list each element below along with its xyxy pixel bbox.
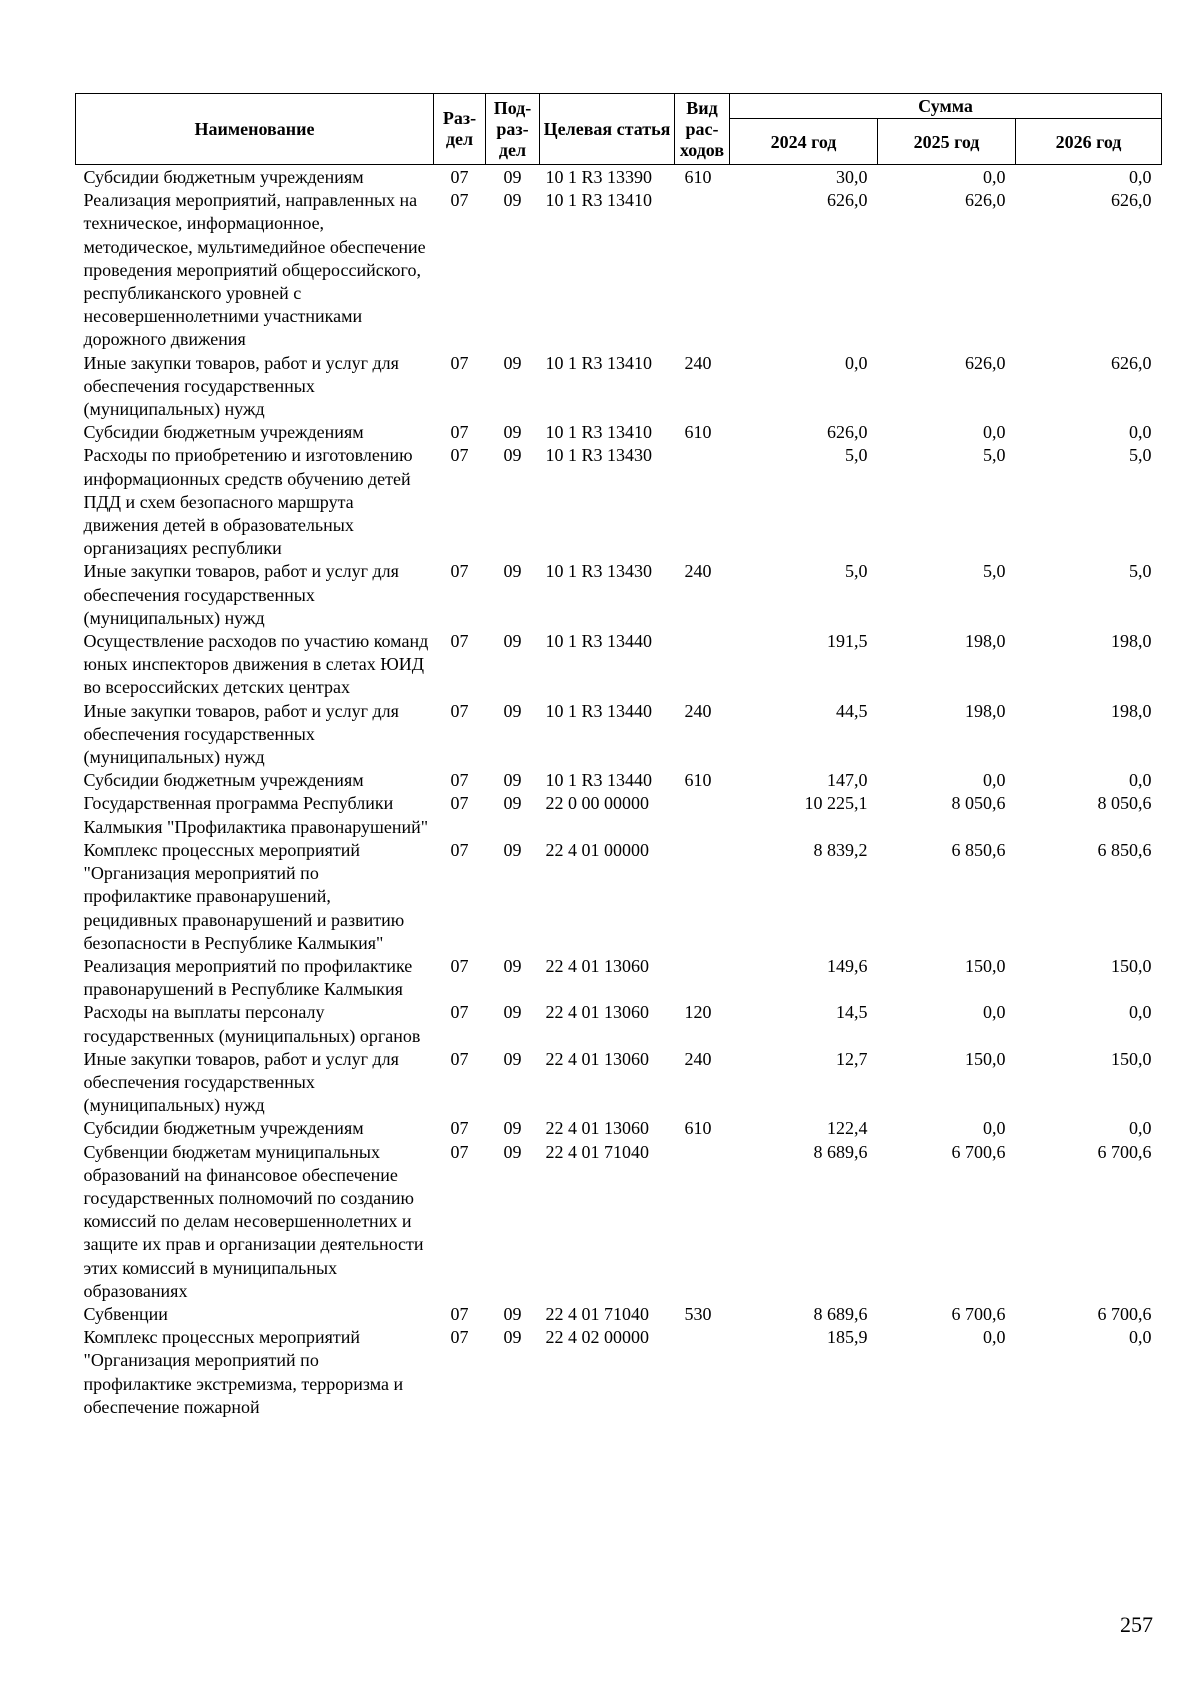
row-sum-2025: 0,0 [983, 167, 1006, 187]
row-sum-2025: 0,0 [983, 1118, 1006, 1139]
row-name: Расходы на выплаты персоналу государственных (муниципальных) органов [83, 1002, 421, 1046]
row-article: 10 1 R3 13430 [545, 445, 653, 466]
table-row [76, 1048, 1162, 1118]
row-sum-2026: 8 050,6 [1097, 793, 1152, 814]
row-article: 22 4 01 13060 [545, 1048, 649, 1069]
row-podrazdel: 09 [503, 770, 522, 791]
header-year-2025: 2025 год [878, 119, 1016, 165]
row-name: Комплекс процессных мероприятий "Организация мероприятий по профилактике экстремизма, терроризма и обеспечение пожарной [83, 1327, 404, 1417]
row-vid [675, 630, 730, 700]
row-name: Иные закупки товаров, работ и услуг для обеспечения государственных (муниципальных) нужд [83, 352, 399, 420]
row-podrazdel: 09 [503, 1327, 522, 1348]
row-sum-2024: 122,4 [827, 1118, 868, 1139]
row-article: 22 4 01 13060 [545, 1002, 649, 1023]
header-name: Наименование [76, 94, 434, 165]
row-podrazdel: 09 [503, 1002, 522, 1023]
row-name: Реализация мероприятий, направленных на техническое, информационное, методическое, мультимедийное обеспечение проведения мероприятий общероссийского, республиканского уровней с несовершеннолетними участниками дорожного движения [83, 190, 426, 350]
row-name: Иные закупки товаров, работ и услуг для обеспечения государственных (муниципальных) нужд [83, 1048, 399, 1116]
row-razdel: 07 [450, 770, 469, 791]
row-sum-2024: 14,5 [836, 1002, 868, 1023]
row-sum-2025: 626,0 [965, 190, 1006, 211]
row-sum-2026: 626,0 [1111, 190, 1152, 211]
header-year-2026: 2026 год [1016, 119, 1162, 165]
row-razdel: 07 [450, 1118, 469, 1139]
table-row [76, 839, 1162, 955]
row-podrazdel: 09 [503, 955, 522, 976]
row-sum-2025: 198,0 [965, 700, 1006, 721]
row-name: Субсидии бюджетным учреждениям [83, 422, 364, 443]
page-number: 257 [1120, 1612, 1153, 1637]
row-razdel: 07 [450, 190, 469, 211]
row-name: Субсидии бюджетным учреждениям [83, 770, 364, 791]
row-vid: 610 [684, 1118, 712, 1139]
row-razdel: 07 [450, 955, 469, 976]
row-sum-2026: 198,0 [1111, 700, 1152, 721]
row-sum-2025: 5,0 [983, 445, 1006, 466]
table-row [76, 1303, 1162, 1326]
row-razdel: 07 [450, 422, 469, 443]
header-razdel: Раз-дел [434, 94, 486, 165]
row-vid [675, 792, 730, 838]
row-name: Субвенции бюджетам муниципальных образований на финансовое обеспечение государственных полномочий по созданию комиссий по делам несовершеннолетних и защите их прав и организации деятельности этих комиссий в муниципальных образованиях [83, 1141, 424, 1301]
row-sum-2026: 150,0 [1111, 955, 1152, 976]
table-row [76, 792, 1162, 838]
row-vid: 530 [684, 1303, 712, 1324]
row-sum-2025: 6 850,6 [951, 839, 1006, 860]
row-podrazdel: 09 [503, 190, 522, 211]
table-row [76, 700, 1162, 770]
row-vid [675, 955, 730, 1001]
table-row [76, 189, 1162, 351]
header-article: Целевая статья [540, 94, 675, 165]
row-sum-2024: 8 689,6 [813, 1141, 868, 1162]
row-article: 10 1 R3 13430 [545, 561, 653, 582]
row-vid [675, 444, 730, 560]
row-podrazdel: 09 [503, 422, 522, 443]
table-row [76, 421, 1162, 444]
row-article: 10 1 R3 13410 [545, 190, 653, 211]
row-sum-2025: 8 050,6 [951, 793, 1006, 814]
row-razdel: 07 [450, 561, 469, 582]
row-name: Осуществление расходов по участию команд юных инспекторов движения в слетах ЮИД во всероссийских детских центрах [83, 631, 429, 698]
row-podrazdel: 09 [503, 352, 522, 373]
row-sum-2025: 150,0 [965, 955, 1006, 976]
row-vid [675, 189, 730, 351]
row-sum-2024: 5,0 [845, 561, 868, 582]
row-sum-2024: 626,0 [827, 422, 868, 443]
row-article: 10 1 R3 13440 [545, 700, 653, 721]
table-row [76, 444, 1162, 560]
row-sum-2025: 0,0 [983, 422, 1006, 443]
table-row [76, 560, 1162, 630]
table-header [76, 94, 1162, 165]
row-name: Субвенции [83, 1303, 168, 1324]
table-row [76, 1326, 1162, 1419]
row-vid: 240 [684, 1048, 712, 1069]
table-row [76, 352, 1162, 422]
row-sum-2024: 0,0 [845, 352, 868, 373]
table-row [76, 630, 1162, 700]
row-razdel: 07 [450, 793, 469, 814]
header-sum: Сумма [730, 94, 1162, 119]
row-sum-2024: 12,7 [836, 1048, 868, 1069]
row-sum-2025: 198,0 [965, 631, 1006, 652]
row-razdel: 07 [450, 700, 469, 721]
table-row [76, 955, 1162, 1001]
row-sum-2026: 0,0 [1129, 422, 1152, 443]
row-podrazdel: 09 [503, 445, 522, 466]
row-vid: 240 [684, 700, 712, 721]
row-sum-2024: 149,6 [827, 955, 868, 976]
row-sum-2026: 0,0 [1129, 1118, 1152, 1139]
row-vid: 610 [684, 422, 712, 443]
row-razdel: 07 [450, 1048, 469, 1069]
row-article: 22 4 01 71040 [545, 1303, 649, 1324]
row-sum-2024: 147,0 [827, 770, 868, 791]
row-vid: 240 [684, 352, 712, 373]
row-razdel: 07 [450, 1002, 469, 1023]
header-year-2024: 2024 год [730, 119, 878, 165]
table-row [76, 165, 1162, 190]
row-vid: 120 [684, 1002, 712, 1023]
row-sum-2026: 5,0 [1129, 445, 1152, 466]
row-vid: 610 [684, 167, 712, 187]
row-sum-2026: 626,0 [1111, 352, 1152, 373]
row-podrazdel: 09 [503, 1141, 522, 1162]
row-sum-2026: 5,0 [1129, 561, 1152, 582]
row-sum-2026: 6 700,6 [1097, 1303, 1152, 1324]
row-vid [675, 1326, 730, 1419]
row-sum-2025: 0,0 [983, 1002, 1006, 1023]
row-article: 22 0 00 00000 [545, 793, 649, 814]
row-podrazdel: 09 [503, 1048, 522, 1069]
row-razdel: 07 [450, 1327, 469, 1348]
table-row [76, 1141, 1162, 1303]
row-sum-2026: 0,0 [1129, 167, 1152, 187]
table-row [76, 1001, 1162, 1047]
row-sum-2025: 0,0 [983, 770, 1006, 791]
row-sum-2025: 0,0 [983, 1327, 1006, 1348]
row-name: Государственная программа Республики Калмыкия "Профилактика правонарушений" [83, 793, 429, 837]
row-sum-2024: 185,9 [827, 1327, 868, 1348]
row-podrazdel: 09 [503, 1118, 522, 1139]
row-sum-2026: 0,0 [1129, 770, 1152, 791]
row-razdel: 07 [450, 1141, 469, 1162]
row-article: 10 1 R3 13390 [545, 167, 653, 187]
row-podrazdel: 09 [503, 561, 522, 582]
header-podrazdel: Под-раз-дел [486, 94, 540, 165]
row-name: Комплекс процессных мероприятий "Организация мероприятий по профилактике правонарушений, рецидивных правонарушений и развитию безопасности в Республике Калмыкия" [83, 839, 405, 953]
row-podrazdel: 09 [503, 700, 522, 721]
header-vid: Вид рас-ходов [675, 94, 730, 165]
row-article: 22 4 01 13060 [545, 955, 649, 976]
row-podrazdel: 09 [503, 167, 522, 187]
row-podrazdel: 09 [503, 631, 522, 652]
row-sum-2024: 5,0 [845, 445, 868, 466]
row-name: Субсидии бюджетным учреждениям [83, 1118, 364, 1139]
row-sum-2025: 6 700,6 [951, 1141, 1006, 1162]
row-sum-2025: 150,0 [965, 1048, 1006, 1069]
row-sum-2026: 0,0 [1129, 1327, 1152, 1348]
row-podrazdel: 09 [503, 793, 522, 814]
row-vid: 240 [684, 561, 712, 582]
table-row [76, 769, 1162, 792]
row-sum-2025: 626,0 [965, 352, 1006, 373]
row-sum-2024: 44,5 [836, 700, 868, 721]
row-vid: 610 [684, 770, 712, 791]
row-name: Иные закупки товаров, работ и услуг для обеспечения государственных (муниципальных) нужд [83, 561, 399, 628]
budget-table [75, 93, 1162, 1419]
row-vid [675, 839, 730, 955]
row-razdel: 07 [450, 839, 469, 860]
row-sum-2026: 150,0 [1111, 1048, 1152, 1069]
row-article: 22 4 01 71040 [545, 1141, 649, 1162]
row-sum-2026: 0,0 [1129, 1002, 1152, 1023]
row-sum-2024: 626,0 [827, 190, 868, 211]
row-razdel: 07 [450, 445, 469, 466]
row-sum-2026: 6 850,6 [1097, 839, 1152, 860]
row-sum-2025: 6 700,6 [951, 1303, 1006, 1324]
row-article: 10 1 R3 13440 [545, 631, 653, 652]
row-sum-2024: 8 839,2 [813, 839, 868, 860]
table-row [76, 1117, 1162, 1140]
row-razdel: 07 [450, 167, 469, 187]
row-article: 22 4 01 13060 [545, 1118, 649, 1139]
row-article: 22 4 02 00000 [545, 1327, 649, 1348]
row-sum-2024: 10 225,1 [804, 793, 868, 814]
row-name: Расходы по приобретению и изготовлению информационных средств обучению детей ПДД и схем безопасного маршрута движения детей в образовательных организациях республики [83, 445, 413, 559]
row-razdel: 07 [450, 1303, 469, 1324]
row-sum-2026: 198,0 [1111, 631, 1152, 652]
row-sum-2025: 5,0 [983, 561, 1006, 582]
row-sum-2024: 30,0 [836, 167, 868, 187]
row-sum-2024: 191,5 [827, 631, 868, 652]
row-article: 10 1 R3 13410 [545, 352, 653, 373]
row-razdel: 07 [450, 352, 469, 373]
row-podrazdel: 09 [503, 1303, 522, 1324]
row-vid [675, 1141, 730, 1303]
row-article: 10 1 R3 13440 [545, 770, 653, 791]
row-name: Иные закупки товаров, работ и услуг для обеспечения государственных (муниципальных) нужд [83, 700, 399, 768]
row-podrazdel: 09 [503, 839, 522, 860]
row-article: 22 4 01 00000 [545, 839, 649, 860]
row-article: 10 1 R3 13410 [545, 422, 653, 443]
row-sum-2024: 8 689,6 [813, 1303, 868, 1324]
row-razdel: 07 [450, 631, 469, 652]
row-sum-2026: 6 700,6 [1097, 1141, 1152, 1162]
row-name: Реализация мероприятий по профилактике правонарушений в Республике Калмыкия [83, 955, 413, 1000]
table-body [76, 165, 1162, 1419]
row-name: Субсидии бюджетным учреждениям [83, 167, 364, 187]
